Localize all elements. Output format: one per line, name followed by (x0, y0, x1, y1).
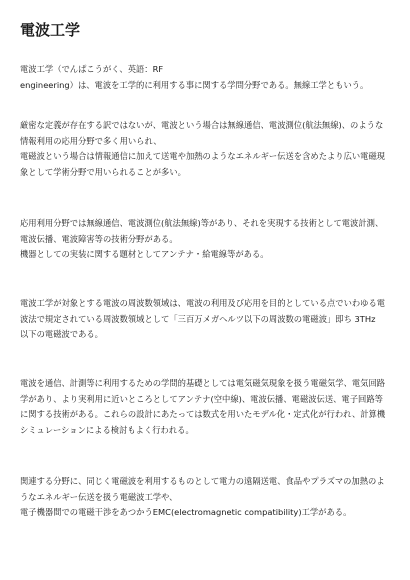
text-line: 波法で規定されている周波数領域として「三百万メガヘルツ以下の周波数の電磁波」即ち 3THz (20, 313, 376, 324)
text-line: 以下の電磁波である。 (20, 329, 103, 340)
text-line: engineering）は、電波を工学的に利用する事に関する学問分野である。無線工学ともいう。 (20, 79, 369, 90)
text-line: 機器としての実装に関する題材としてアンテナ・給電線等がある。 (20, 249, 269, 260)
text-line: 電波伝播、電波障害等の技術分野がある。 (20, 233, 178, 244)
text-line: に関する技術がある。これらの設計にあたっては数式を用いたモデル化・定式化が行われ、計算機 (20, 409, 386, 420)
text-line: 情報利用の応用分野で多く用いられ、 (20, 135, 162, 146)
text-line: 関連する分野に、同じく電磁波を利用するものとして電力の遠隔送電、食品やプラズマの加熱のよ (20, 476, 385, 486)
paragraph-frequency (20, 296, 392, 343)
paragraph-intro (20, 62, 392, 93)
text-line: 電波を通信、計測等に利用するための学問的基礎としては電気磁気現象を扱う電磁気学、電気回路 (20, 378, 386, 388)
page-title: 電波工学 (20, 21, 81, 39)
text-line: うなエネルギー伝送を扱う電磁波工学や、 (20, 491, 178, 502)
text-line: 電磁波という場合は情報通信に加えて送電や加熱のようなエネルギー伝送を含めたより広い電磁現 (20, 151, 386, 162)
text-line: 応用利用分野では無線通信、電波測位(航法無線)等があり、それを実現する技術として電波計測、 (20, 218, 384, 228)
paragraph-definition (20, 118, 392, 181)
text-line: 学があり、より実利用に近いところとしてアンテナ(空中線)、電波伝播、電磁波伝送、電子回路等 (20, 393, 383, 404)
text-line: 電子機器間での電磁干渉をあつかうEMC(electromagnetic compatibility)工学がある。 (20, 507, 352, 518)
text-line: 厳密な定義が存在する訳ではないが、電波という場合は無線通信、電波測位(航法無線)、のような (20, 120, 384, 130)
paragraph-foundations (20, 376, 392, 439)
paragraph-related-fields (20, 474, 392, 521)
paragraph-applications (20, 216, 392, 263)
text-line: 象として学術分野で用いられることが多い。 (20, 167, 186, 178)
text-line: 電波工学が対象とする電波の周波数領域は、電波の利用及び応用を目的としている点でいわゆる電 (20, 298, 386, 308)
text-line: シミュレーションによる検討もよく行われる。 (20, 425, 194, 436)
text-line: 電波工学（でんぱこうがく、英語：RF (20, 64, 164, 74)
